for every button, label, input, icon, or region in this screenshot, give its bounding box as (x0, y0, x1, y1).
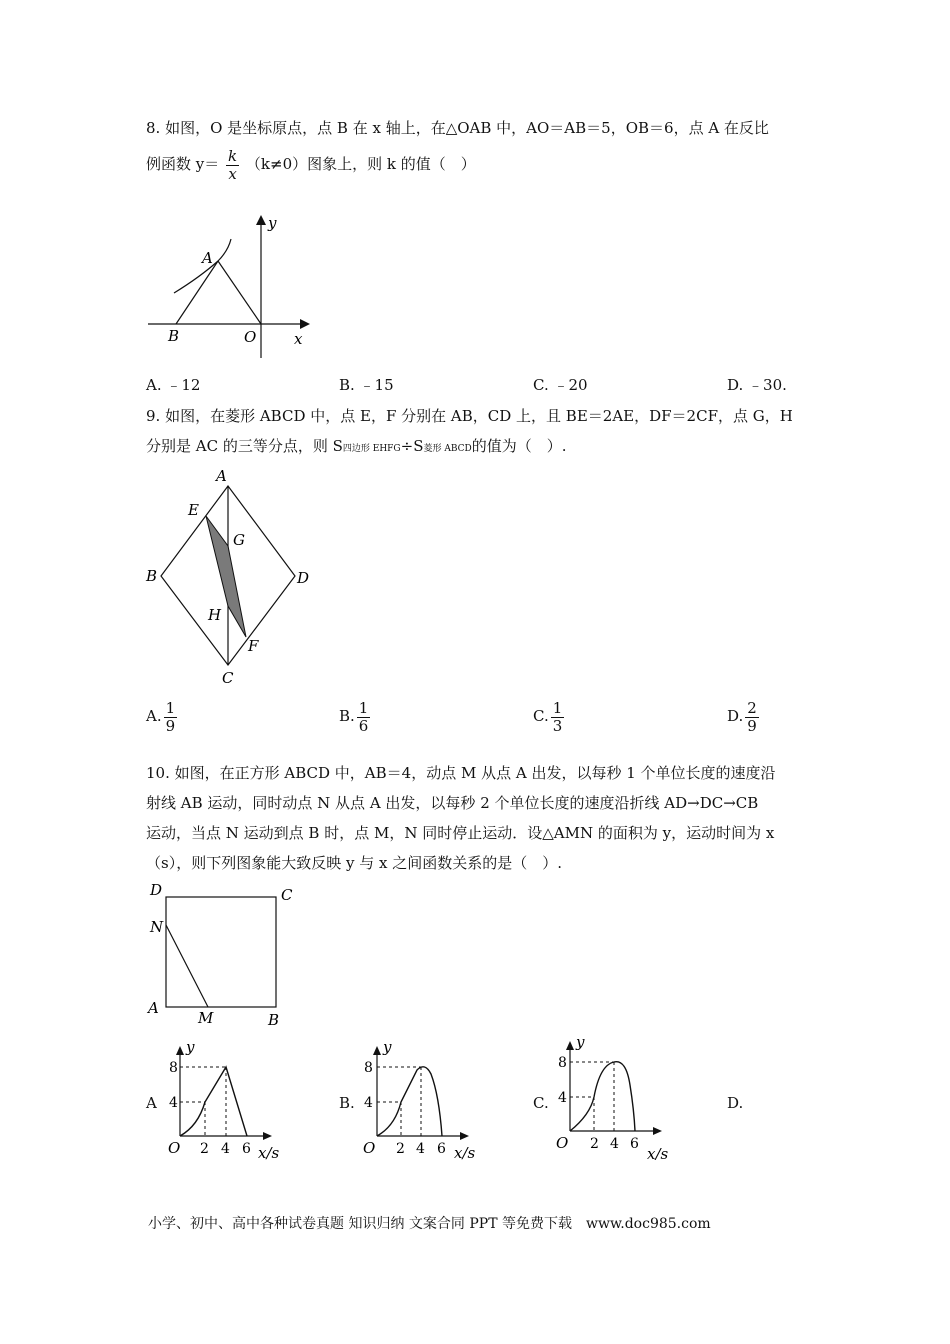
q10-graph-b-y4: 4 (364, 1095, 373, 1111)
q10-graph-a (160, 1040, 290, 1165)
q10-graph-b-origin: O (363, 1139, 376, 1157)
q10-option-b-label: B. (339, 1094, 355, 1112)
q9-line2: 分别是 AC 的三等分点，则 S四边形 EHFG÷S菱形 ABCD的值为（ ）. (146, 437, 567, 455)
q10-graph-b-x4: 4 (416, 1141, 425, 1157)
q9-label-e: E (188, 501, 199, 519)
q10-graph-b-y8: 8 (364, 1060, 373, 1076)
q9-figure (140, 465, 330, 690)
q10-label-b: B (268, 1011, 280, 1029)
q10-label-n: N (150, 918, 164, 936)
q10-graph-c-origin: O (556, 1134, 569, 1152)
q10-graph-b-xlabel: x/s (454, 1144, 476, 1162)
q9-label-a: A (216, 467, 227, 485)
q10-graph-a-y8: 8 (169, 1060, 178, 1076)
q10-label-a: A (148, 999, 159, 1017)
q9-label-b: B (146, 567, 158, 585)
q10-label-d: D (150, 881, 163, 899)
q10-graph-a-x6: 6 (242, 1141, 251, 1157)
q10-label-c: C (281, 886, 293, 904)
q10-graph-b-x6: 6 (437, 1141, 446, 1157)
q9-option-b: B. $\frac{1}{6}$ (339, 699, 369, 735)
q8-label-o: O (244, 328, 257, 346)
q10-label-m: M (198, 1009, 214, 1027)
q9-label-c: C (222, 669, 234, 687)
q8-option-d: D. ﹣30. (727, 376, 787, 394)
q10-graph-a-x4: 4 (221, 1141, 230, 1157)
q10-graph-c-ylabel: y (576, 1035, 585, 1051)
q8-line1: 8. 如图，O 是坐标原点，点 B 在 x 轴上，在△OAB 中，AO＝AB＝5，OB＝6，点 A 在反比 (146, 119, 769, 137)
q8-label-a: A (202, 249, 213, 267)
q9-label-f: F (248, 637, 259, 655)
q10-graph-a-ylabel: y (186, 1040, 195, 1056)
q10-option-c-label: C. (533, 1094, 549, 1112)
q8-label-b: B (168, 327, 180, 345)
q10-graph-a-xlabel: x/s (258, 1144, 280, 1162)
q8-line2: 例函数 y＝ $\frac{k}{x}$ （k≠0）图象上，则 k 的值（ ） (146, 147, 476, 183)
q8-option-c: C. ﹣20 (533, 376, 588, 394)
q10-line4: （s），则下列图象能大致反映 y 与 x 之间函数关系的是（ ）. (146, 854, 562, 872)
q10-graph-c-x2: 2 (590, 1136, 599, 1152)
q10-graph-a-origin: O (168, 1139, 181, 1157)
q10-graph-c-y8: 8 (558, 1055, 567, 1071)
q8-figure (140, 205, 330, 365)
q10-option-d-label: D. (727, 1094, 744, 1112)
q9-line1: 9. 如图，在菱形 ABCD 中，点 E，F 分别在 AB，CD 上，且 BE＝2AE，DF＝2CF，点 G，H (146, 407, 793, 425)
q10-line3: 运动，当点 N 运动到点 B 时，点 M，N 同时停止运动．设△AMN 的面积为 y，运动时间为 x (146, 824, 775, 842)
q10-option-a-label: A (146, 1094, 157, 1112)
q10-line1: 10. 如图，在正方形 ABCD 中，AB＝4，动点 M 从点 A 出发，以每秒 1 个单位长度的速度沿 (146, 764, 776, 782)
q10-graph-a-x2: 2 (200, 1141, 209, 1157)
q9-option-c: C. $\frac{1}{3}$ (533, 699, 563, 735)
q10-figure (140, 880, 310, 1030)
page-footer: 小学、初中、高中各种试卷真题 知识归纳 文案合同 PPT 等免费下载 www.doc985.com (148, 1216, 711, 1232)
q10-graph-c-xlabel: x/s (647, 1145, 669, 1160)
q9-label-h: H (208, 606, 222, 624)
q8-option-a: A. ﹣12 (146, 376, 201, 394)
q8-fraction: $\frac{k}{x}$ (228, 147, 238, 183)
q10-graph-c-x6: 6 (630, 1136, 639, 1152)
q8-option-b: B. ﹣15 (339, 376, 394, 394)
q8-label-y: y (268, 214, 277, 232)
q10-graph-b (355, 1040, 485, 1165)
q10-graph-c-x4: 4 (610, 1136, 619, 1152)
q9-label-g: G (233, 531, 245, 549)
q9-option-a: A. $\frac{1}{9}$ (146, 699, 176, 735)
q10-graph-b-x2: 2 (396, 1141, 405, 1157)
q10-graph-b-ylabel: y (383, 1040, 392, 1056)
q9-label-d: D (297, 569, 310, 587)
q10-graph-c (550, 1035, 680, 1160)
q10-line2: 射线 AB 运动，同时动点 N 从点 A 出发，以每秒 2 个单位长度的速度沿折线 AD→DC→CB (146, 794, 759, 812)
q8-label-x: x (294, 330, 303, 348)
q10-graph-c-y4: 4 (558, 1090, 567, 1106)
q10-graph-a-y4: 4 (169, 1095, 178, 1111)
q9-option-d: D. $\frac{2}{9}$ (727, 699, 757, 735)
